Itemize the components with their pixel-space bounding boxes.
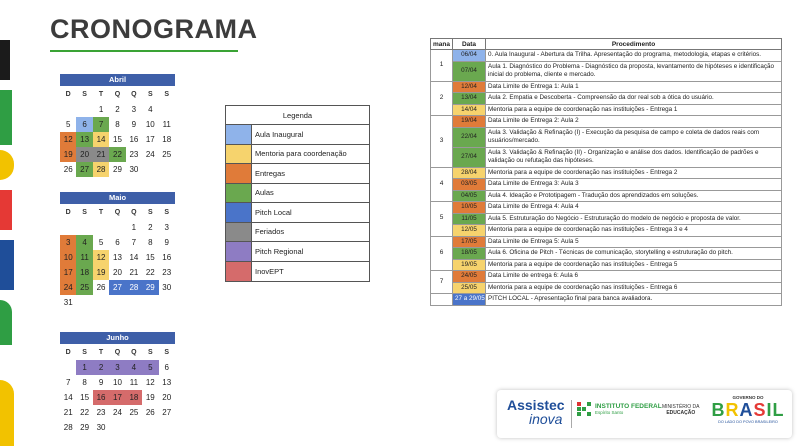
calendar-day: 2 — [115, 105, 120, 114]
header-week: mana — [431, 39, 453, 50]
calendar-day: 6 — [76, 117, 92, 132]
legend-item — [226, 164, 369, 184]
calendar-day — [60, 360, 76, 375]
schedule-date: 24/05 — [453, 271, 486, 283]
calendar-day — [109, 220, 125, 235]
schedule-procedure: Mentoria para a equipe de coordenação nas instituições - Entrega 1 — [486, 104, 782, 116]
calendar-day: 17 — [145, 135, 155, 144]
schedule-row — [431, 104, 782, 116]
decor-stripe-green-2 — [0, 300, 12, 345]
calendar-day: 28 — [93, 162, 109, 177]
schedule-week: 3 — [431, 116, 453, 168]
calendar-day: 23 — [96, 408, 106, 417]
calendar-day: 5 — [65, 120, 71, 129]
weekday-label: D — [65, 209, 71, 216]
calendar-day: 17 — [60, 265, 76, 280]
calendar-day: 14 — [129, 253, 139, 262]
decor-stripe-yellow-2 — [0, 380, 14, 446]
schedule-row — [431, 202, 782, 214]
legend-swatch — [226, 262, 252, 282]
calendar-day: 5 — [98, 238, 104, 247]
weekday-label: Q — [114, 209, 121, 216]
gov-logo-subtext: DO LADO DO POVO BRASILEIRO — [718, 420, 778, 424]
schedule-row — [431, 236, 782, 248]
calendar-day: 18 — [76, 265, 92, 280]
calendar-day: 7 — [65, 378, 71, 387]
calendar-day: 26 — [96, 283, 106, 292]
schedule-week: 2 — [431, 81, 453, 116]
schedule-row — [431, 61, 782, 81]
weekday-label: T — [98, 209, 104, 216]
legend-item — [226, 262, 369, 282]
schedule-date: 22/04 — [453, 127, 486, 147]
assistec-logo — [507, 398, 565, 426]
calendar-day — [142, 162, 158, 177]
legend-swatch — [226, 203, 252, 222]
calendar-day: 25 — [76, 280, 92, 295]
calendar-day: 30 — [96, 423, 106, 432]
legend-swatch — [226, 184, 252, 203]
legend-title: Legenda — [226, 106, 369, 125]
schedule-row — [431, 179, 782, 191]
calendar-day: 11 — [76, 250, 92, 265]
calendar-day — [76, 295, 92, 310]
calendar-day: 8 — [82, 378, 87, 387]
legend-item — [226, 145, 369, 165]
legend-label: Aulas — [255, 188, 274, 198]
schedule-procedure: Data Limite de entrega 6: Aula 6 — [486, 271, 782, 283]
calendar-day: 22 — [145, 268, 155, 277]
calendar-grid — [60, 87, 175, 177]
calendar-day: 29 — [142, 280, 158, 295]
weekday-label: T — [98, 349, 104, 356]
title-underline — [50, 50, 238, 52]
calendar-day: 24 — [145, 150, 155, 159]
schedule-procedure: Mentoria para a equipe de coordenação nas instituições - Entrega 5 — [486, 259, 782, 271]
calendar-day: 12 — [93, 250, 109, 265]
legend-rows — [226, 125, 369, 281]
calendar-day: 21 — [129, 268, 139, 277]
gov-logo-brasil: BRASIL — [711, 400, 785, 420]
calendar-day: 29 — [113, 165, 122, 174]
schedule-procedure: Data Limite de Entrega 4: Aula 4 — [486, 202, 782, 214]
decor-stripe-blue — [0, 240, 14, 290]
weekday-label: Q — [131, 209, 137, 216]
calendar-day — [93, 295, 109, 310]
legend-item — [226, 184, 369, 204]
calendar-day: 21 — [93, 147, 109, 162]
legend-swatch — [226, 125, 252, 144]
schedule-date: 28/04 — [453, 167, 486, 179]
weekday-label: D — [65, 349, 71, 356]
calendar-day: 8 — [115, 120, 120, 129]
weekday-label: S — [147, 209, 153, 216]
calendar-day — [93, 220, 109, 235]
schedule-procedure: Aula 4. Ideação e Prototipagem - Tradução dos aprendizados em soluções. — [486, 190, 782, 202]
calendar-day: 15 — [80, 393, 90, 402]
calendar-day: 28 — [63, 423, 73, 432]
calendar-day: 9 — [131, 120, 137, 129]
calendar-day: 3 — [109, 360, 125, 375]
calendar-day: 31 — [63, 298, 73, 307]
assistec-logo-subtext: inova — [529, 411, 563, 427]
schedule-procedure: Mentoria para a equipe de coordenação nas instituições - Entrega 3 e 4 — [486, 225, 782, 237]
decor-stripe-yellow — [0, 150, 14, 180]
legend-item — [226, 203, 369, 223]
calendar-day: 22 — [109, 147, 125, 162]
schedule-procedure: Aula 1. Diagnóstico do Problema - Diagnóstico da proposta, levantamento de hipóteses e identificação inicial do problema, cliente e mercado. — [486, 61, 782, 81]
calendar-month-header: Abril — [60, 74, 175, 86]
legend-swatch — [226, 164, 252, 183]
weekday-label: T — [98, 91, 104, 98]
calendar-day: 30 — [162, 283, 172, 292]
schedule-procedure: Aula 6. Oficina de Pitch - Técnicas de comunicação, storytelling e estruturação do pitch. — [486, 248, 782, 260]
calendar-day: 30 — [129, 165, 139, 174]
ifes-logo-subtext: Espírito Santo — [595, 410, 624, 415]
calendar-day: 25 — [129, 408, 139, 417]
schedule-row — [431, 116, 782, 128]
schedule-row — [431, 294, 782, 306]
calendar-day: 16 — [93, 390, 109, 405]
schedule-date: 17/05 — [453, 236, 486, 248]
schedule-week — [431, 294, 453, 306]
calendar-day: 26 — [145, 408, 155, 417]
mec-logo-line2: EDUCAÇÃO — [666, 410, 696, 416]
gov-brasil-logo — [709, 395, 787, 424]
calendar-day: 5 — [142, 360, 158, 375]
schedule-date: 12/05 — [453, 225, 486, 237]
calendar-day: 3 — [60, 235, 76, 250]
calendar-day: 9 — [98, 378, 104, 387]
calendar-may — [60, 192, 175, 310]
calendar-day — [76, 102, 92, 117]
calendar-day: 3 — [164, 223, 169, 232]
weekday-label: S — [164, 209, 170, 216]
calendar-day: 1 — [76, 360, 92, 375]
schedule-row — [431, 271, 782, 283]
weekday-label: Q — [131, 91, 137, 98]
calendar-grid — [60, 345, 175, 435]
schedule-week: 5 — [431, 202, 453, 237]
calendar-day: 28 — [126, 280, 142, 295]
calendar-day: 13 — [162, 378, 172, 387]
calendar-day — [60, 220, 76, 235]
ifes-logo — [577, 402, 662, 416]
calendar-day: 25 — [162, 150, 172, 159]
calendar-day: 17 — [109, 390, 125, 405]
schedule-row — [431, 147, 782, 167]
legend-swatch — [226, 145, 252, 164]
schedule-date: 18/05 — [453, 248, 486, 260]
calendar-day: 29 — [80, 423, 90, 432]
calendar-day: 3 — [131, 105, 137, 114]
schedule-procedure: Aula 2. Empatia e Descoberta - Compreensão da dor real sob a ótica do usuário. — [486, 93, 782, 105]
calendar-day: 9 — [164, 238, 169, 247]
assistec-logo-text: Assistec — [507, 397, 565, 413]
weekday-label: S — [82, 91, 87, 98]
schedule-row — [431, 93, 782, 105]
calendar-day: 2 — [93, 360, 109, 375]
calendar-day — [159, 295, 175, 310]
calendar-day — [109, 420, 125, 435]
legend-item — [226, 125, 369, 145]
calendar-day: 18 — [162, 135, 172, 144]
calendar-day — [159, 162, 175, 177]
calendar-day: 10 — [60, 250, 76, 265]
calendar-day: 4 — [126, 360, 142, 375]
schedule-header-row — [431, 39, 782, 50]
calendar-day: 14 — [93, 132, 109, 147]
header-date: Data — [453, 39, 486, 50]
calendar-day: 16 — [162, 253, 172, 262]
schedule-week: 4 — [431, 167, 453, 202]
ifes-logo-icon — [577, 402, 591, 416]
calendar-day: 10 — [145, 120, 155, 129]
schedule-procedure: PITCH LOCAL - Apresentação final para banca avaliadora. — [486, 294, 782, 306]
schedule-procedure: Data Limite de Entrega 1: Aula 1 — [486, 81, 782, 93]
calendar-day: 12 — [145, 378, 155, 387]
calendar-day — [159, 420, 175, 435]
schedule-date: 13/04 — [453, 93, 486, 105]
schedule-row — [431, 248, 782, 260]
footer-logos — [497, 390, 792, 438]
schedule-date: 14/04 — [453, 104, 486, 116]
calendar-day: 27 — [109, 280, 125, 295]
ifes-logo-text: INSTITUTO FEDERAL — [595, 403, 662, 410]
legend-label: Mentoria para coordenação — [255, 149, 347, 159]
calendar-day — [76, 220, 92, 235]
legend-label: Entregas — [255, 168, 286, 178]
legend-swatch — [226, 242, 252, 261]
weekday-label: S — [82, 209, 87, 216]
schedule-date: 03/05 — [453, 179, 486, 191]
calendar-day: 4 — [148, 105, 153, 114]
calendar-june — [60, 332, 175, 435]
schedule-row — [431, 50, 782, 62]
calendar-day: 23 — [129, 150, 139, 159]
mec-logo-line1: MINISTÉRIO DA — [662, 404, 700, 410]
legend-label: InovEPT — [255, 266, 284, 276]
calendar-day: 2 — [148, 223, 153, 232]
schedule-procedure: Aula 5. Estruturação do Negócio - Estruturação do modelo de negócio e proposta de valor. — [486, 213, 782, 225]
schedule-date: 27 a 29/05 — [453, 294, 486, 306]
weekday-label: D — [65, 91, 71, 98]
legend-label: Pitch Regional — [255, 246, 304, 256]
legend-label: Feriados — [255, 227, 285, 237]
calendar-day: 7 — [93, 117, 109, 132]
legend-item — [226, 242, 369, 262]
calendar-day — [109, 295, 125, 310]
calendar-day — [60, 102, 76, 117]
calendar-day — [126, 420, 142, 435]
decor-stripe-green — [0, 90, 12, 145]
calendar-day: 4 — [76, 235, 92, 250]
calendar-day: 6 — [164, 363, 169, 372]
schedule-row — [431, 213, 782, 225]
schedule-procedure: Data Limite de Entrega 3: Aula 3 — [486, 179, 782, 191]
calendar-day: 13 — [76, 132, 92, 147]
calendar-day: 27 — [162, 408, 172, 417]
schedule-procedure: Mentoria para a equipe de coordenação nas instituições - Entrega 6 — [486, 282, 782, 294]
calendar-day — [142, 295, 158, 310]
schedule-procedure: 0. Aula Inaugural - Abertura da Trilha. Apresentação do programa, metodologia, etapas e critérios. — [486, 50, 782, 62]
calendar-grid — [60, 205, 175, 310]
schedule-date: 06/04 — [453, 50, 486, 62]
page-title: CRONOGRAMA — [50, 14, 258, 44]
calendar-day: 19 — [93, 265, 109, 280]
schedule-date: 10/05 — [453, 202, 486, 214]
calendar-day: 26 — [63, 165, 73, 174]
schedule-body — [431, 50, 782, 306]
calendar-day: 24 — [113, 408, 122, 417]
schedule-procedure: Mentoria para a equipe de coordenação nas instituições - Entrega 2 — [486, 167, 782, 179]
calendar-day — [159, 102, 175, 117]
header-procedure: Procedimento — [486, 39, 782, 50]
schedule-date: 12/04 — [453, 81, 486, 93]
schedule-date: 04/05 — [453, 190, 486, 202]
decor-stripe-black — [0, 40, 10, 80]
calendar-day: 15 — [113, 135, 122, 144]
weekday-label: S — [147, 349, 153, 356]
schedule-row — [431, 81, 782, 93]
weekday-label: S — [147, 91, 153, 98]
calendar-day — [126, 295, 142, 310]
schedule-row — [431, 225, 782, 237]
schedule-date: 27/04 — [453, 147, 486, 167]
mec-logo — [662, 404, 700, 416]
calendar-day: 13 — [113, 253, 122, 262]
calendar-april — [60, 74, 175, 177]
calendar-day: 19 — [60, 147, 76, 162]
schedule-procedure: Aula 3. Validação & Refinação (I) - Execução da pesquisa de campo e coleta de dados reais com usuários/mercado. — [486, 127, 782, 147]
legend — [225, 105, 370, 282]
legend-label: Aula Inaugural — [255, 129, 304, 139]
calendar-day: 12 — [60, 132, 76, 147]
calendar-day — [142, 420, 158, 435]
calendar-day: 27 — [76, 162, 92, 177]
schedule-row — [431, 167, 782, 179]
calendar-day: 16 — [129, 135, 139, 144]
schedule-week: 1 — [431, 50, 453, 82]
schedule-week: 6 — [431, 236, 453, 271]
schedule-procedure: Aula 3. Validação & Refinação (II) - Organização e análise dos dados. Identificação de padrões e validação ou refutação das hipóteses. — [486, 147, 782, 167]
schedule-row — [431, 190, 782, 202]
calendar-day: 1 — [131, 223, 137, 232]
calendar-day: 18 — [126, 390, 142, 405]
schedule-table — [430, 38, 782, 306]
gov-logo-top: GOVERNO DO — [732, 395, 764, 400]
schedule-procedure: Data Limite de Entrega 5: Aula 5 — [486, 236, 782, 248]
calendar-day: 11 — [162, 120, 171, 129]
calendar-day: 8 — [148, 238, 153, 247]
calendar-day: 15 — [145, 253, 155, 262]
schedule-date: 19/04 — [453, 116, 486, 128]
calendar-day: 21 — [63, 408, 73, 417]
calendar-day: 20 — [162, 393, 172, 402]
calendar-day: 10 — [113, 378, 122, 387]
legend-label: Pitch Local — [255, 207, 292, 217]
schedule-row — [431, 127, 782, 147]
calendar-day: 6 — [115, 238, 120, 247]
calendar-day: 24 — [60, 280, 76, 295]
calendar-day: 20 — [76, 147, 92, 162]
schedule-date: 11/05 — [453, 213, 486, 225]
legend-item — [226, 223, 369, 243]
weekday-label: S — [82, 349, 87, 356]
calendar-day: 22 — [80, 408, 90, 417]
calendar-day: 19 — [145, 393, 155, 402]
divider — [571, 400, 572, 428]
weekday-label: S — [164, 349, 170, 356]
calendar-day: 23 — [162, 268, 172, 277]
calendar-month-header: Junho — [60, 332, 175, 344]
schedule-date: 07/04 — [453, 61, 486, 81]
calendar-day: 7 — [131, 238, 137, 247]
calendar-day: 14 — [63, 393, 73, 402]
calendar-day: 11 — [129, 378, 139, 387]
schedule-date: 25/05 — [453, 282, 486, 294]
calendar-day: 20 — [113, 268, 122, 277]
weekday-label: Q — [114, 349, 121, 356]
calendar-month-header: Maio — [60, 192, 175, 204]
schedule-procedure: Data Limite de Entrega 2: Aula 2 — [486, 116, 782, 128]
schedule-week: 7 — [431, 271, 453, 294]
schedule-row — [431, 282, 782, 294]
schedule-row — [431, 259, 782, 271]
decor-stripe-red — [0, 190, 12, 230]
weekday-label: Q — [114, 91, 121, 98]
legend-swatch — [226, 223, 252, 242]
schedule-date: 19/05 — [453, 259, 486, 271]
calendar-day: 1 — [98, 105, 104, 114]
weekday-label: S — [164, 91, 170, 98]
weekday-label: Q — [131, 349, 137, 356]
